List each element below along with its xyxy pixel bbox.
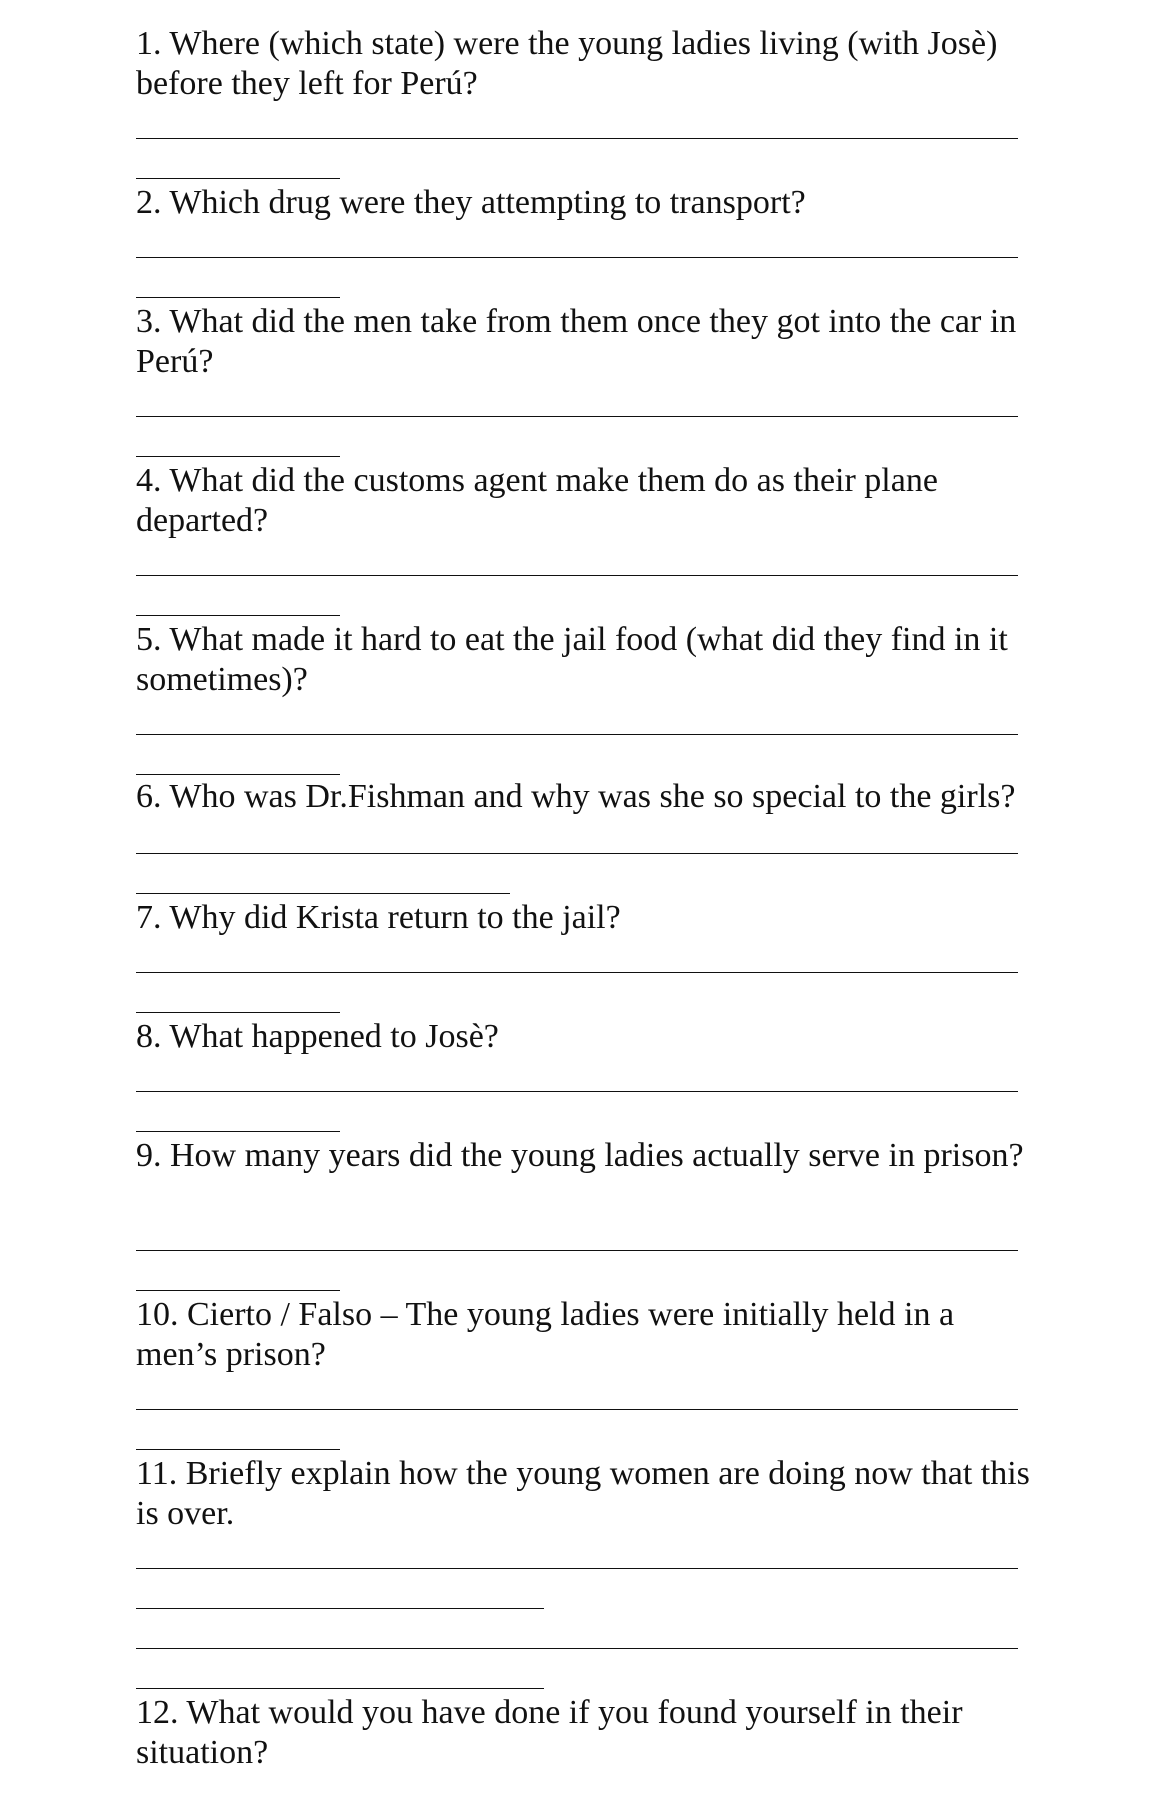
- answer-line-1b[interactable]: [136, 178, 340, 179]
- answer-line-6a[interactable]: [136, 853, 1018, 854]
- question-2: 2. Which drug were they attempting to transport?: [136, 184, 806, 221]
- answer-line-9b[interactable]: [136, 1290, 340, 1291]
- answer-line-11a[interactable]: [136, 1568, 1018, 1569]
- answer-line-5a[interactable]: [136, 734, 1018, 735]
- answer-line-9a[interactable]: [136, 1250, 1018, 1251]
- answer-line-4b[interactable]: [136, 615, 340, 616]
- answer-line-11b[interactable]: [136, 1608, 544, 1609]
- answer-line-2a[interactable]: [136, 257, 1018, 258]
- question-3: 3. What did the men take from them once they got into the car in Perú?: [136, 303, 1017, 380]
- answer-line-10b[interactable]: [136, 1449, 340, 1450]
- answer-line-7b[interactable]: [136, 1012, 340, 1013]
- question-7: 7. Why did Krista return to the jail?: [136, 899, 621, 936]
- answer-line-2b[interactable]: [136, 297, 340, 298]
- question-8: 8. What happened to Josè?: [136, 1018, 499, 1055]
- answer-line-7a[interactable]: [136, 972, 1018, 973]
- answer-line-5b[interactable]: [136, 774, 340, 775]
- question-12: 12. What would you have done if you found yourself in their situation?: [136, 1694, 963, 1771]
- answer-line-8a[interactable]: [136, 1091, 1018, 1092]
- question-10: 10. Cierto / Falso – The young ladies were initially held in a men’s prison?: [136, 1296, 955, 1373]
- answer-line-1a[interactable]: [136, 138, 1018, 139]
- answer-line-4a[interactable]: [136, 575, 1018, 576]
- question-9: 9. How many years did the young ladies actually serve in prison?: [136, 1137, 1024, 1174]
- answer-line-3b[interactable]: [136, 456, 340, 457]
- question-5: 5. What made it hard to eat the jail food (what did they find in it sometimes)?: [136, 621, 1008, 698]
- answer-line-8b[interactable]: [136, 1131, 340, 1132]
- question-4: 4. What did the customs agent make them do as their plane departed?: [136, 462, 938, 539]
- question-1: 1. Where (which state) were the young ladies living (with Josè) before they left for Perú?: [136, 25, 998, 102]
- answer-line-11c[interactable]: [136, 1648, 1018, 1649]
- answer-line-11d[interactable]: [136, 1688, 544, 1689]
- answer-line-10a[interactable]: [136, 1409, 1018, 1410]
- answer-line-6b[interactable]: [136, 893, 510, 894]
- question-11: 11. Briefly explain how the young women are doing now that this is over.: [136, 1455, 1030, 1532]
- answer-line-3a[interactable]: [136, 416, 1018, 417]
- question-6: 6. Who was Dr.Fishman and why was she so special to the girls?: [136, 778, 1016, 815]
